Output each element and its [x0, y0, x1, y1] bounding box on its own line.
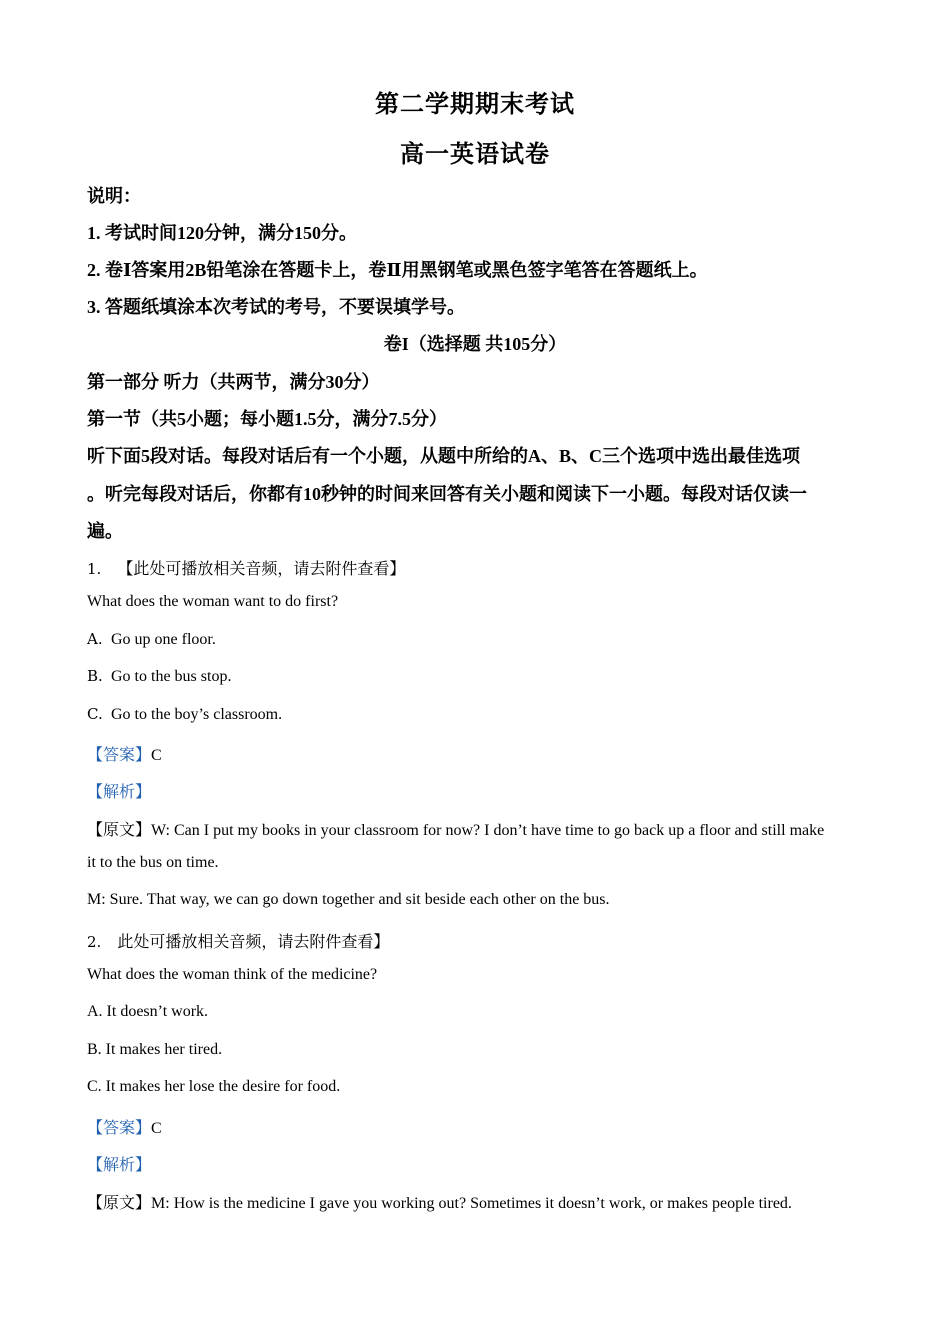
- instructions-line: 遍。: [87, 521, 123, 541]
- answer-value: C: [151, 1120, 162, 1137]
- option-a: [87, 630, 216, 649]
- question-2-text: What does the woman think of the medicine?: [87, 966, 378, 983]
- option-a: A. It doesn’t work.: [87, 1003, 209, 1020]
- analysis-tag: 【解析】: [87, 1157, 152, 1174]
- notes-heading: 说明：: [87, 186, 141, 206]
- answer-tag: 【答案】: [87, 747, 152, 764]
- exam-subtitle: 高一英语试卷: [400, 142, 550, 168]
- option-letter: C.: [87, 705, 103, 723]
- transcript-line: [87, 1190, 792, 1213]
- option-c: [87, 705, 282, 724]
- question-number: 1.: [87, 560, 102, 578]
- audio-note: 此处可播放相关音频，请去附件查看】: [117, 934, 390, 951]
- option-text: Go up one floor.: [111, 631, 216, 648]
- volume-title: 卷I（选择题 共105分）: [383, 334, 567, 354]
- option-text: Go to the boy’s classroom.: [111, 706, 283, 723]
- note-item: 3. 答题纸填涂本次考试的考号，不要误填学号。: [87, 297, 465, 317]
- transcript-line: it to the bus on time.: [87, 854, 219, 871]
- transcript-line: [87, 817, 824, 840]
- analysis-line: [87, 779, 151, 802]
- note-item: 2. 卷Ⅰ答案用2B铅笔涂在答题卡上，卷Ⅱ用黑钢笔或黑色签字笔答在答题纸上。: [87, 260, 708, 280]
- option-letter: B.: [87, 667, 103, 685]
- question-2-header: [87, 929, 389, 952]
- note-item: 1. 考试时间120分钟，满分150分。: [87, 223, 357, 243]
- transcript-text: W: Can I put my books in your classroom for now? I don’t have time to go back up a floor and still make: [151, 822, 825, 839]
- option-b: [87, 667, 231, 686]
- answer-tag: 【答案】: [87, 1120, 152, 1137]
- subsection-title: 第一节（共5小题；每小题1.5分，满分7.5分）: [87, 409, 447, 429]
- exam-title: 第二学期期末考试: [375, 92, 575, 118]
- option-text: Go to the bus stop.: [111, 668, 232, 685]
- option-letter: A.: [87, 630, 103, 648]
- analysis-tag: 【解析】: [87, 784, 152, 801]
- transcript-text: M: How is the medicine I gave you working out? Sometimes it doesn’t work, or makes people tired.: [151, 1195, 792, 1212]
- part-title: 第一部分 听力（共两节，满分30分）: [87, 372, 380, 392]
- option-b: B. It makes her tired.: [87, 1041, 223, 1058]
- instructions-line: 听下面5段对话。每段对话后有一个小题，从题中所给的A、B、C三个选项中选出最佳选项: [87, 446, 800, 466]
- instructions-line: 。听完每段对话后，你都有10秒钟的时间来回答有关小题和阅读下一小题。每段对话仅读一: [87, 484, 807, 504]
- analysis-line: [87, 1152, 151, 1175]
- audio-note: 【此处可播放相关音频，请去附件查看】: [117, 561, 406, 578]
- transcript-tag: 【原文】: [87, 1195, 152, 1212]
- answer-value: C: [151, 747, 162, 764]
- option-c: C. It makes her lose the desire for food.: [87, 1078, 341, 1095]
- question-1-text: What does the woman want to do first?: [87, 593, 339, 610]
- transcript-tag: 【原文】: [87, 822, 152, 839]
- question-1-header: [87, 556, 405, 579]
- answer-line: [87, 1115, 162, 1138]
- question-number: 2.: [87, 933, 102, 951]
- transcript-line: M: Sure. That way, we can go down together and sit beside each other on the bus.: [87, 891, 610, 908]
- answer-line: [87, 742, 162, 765]
